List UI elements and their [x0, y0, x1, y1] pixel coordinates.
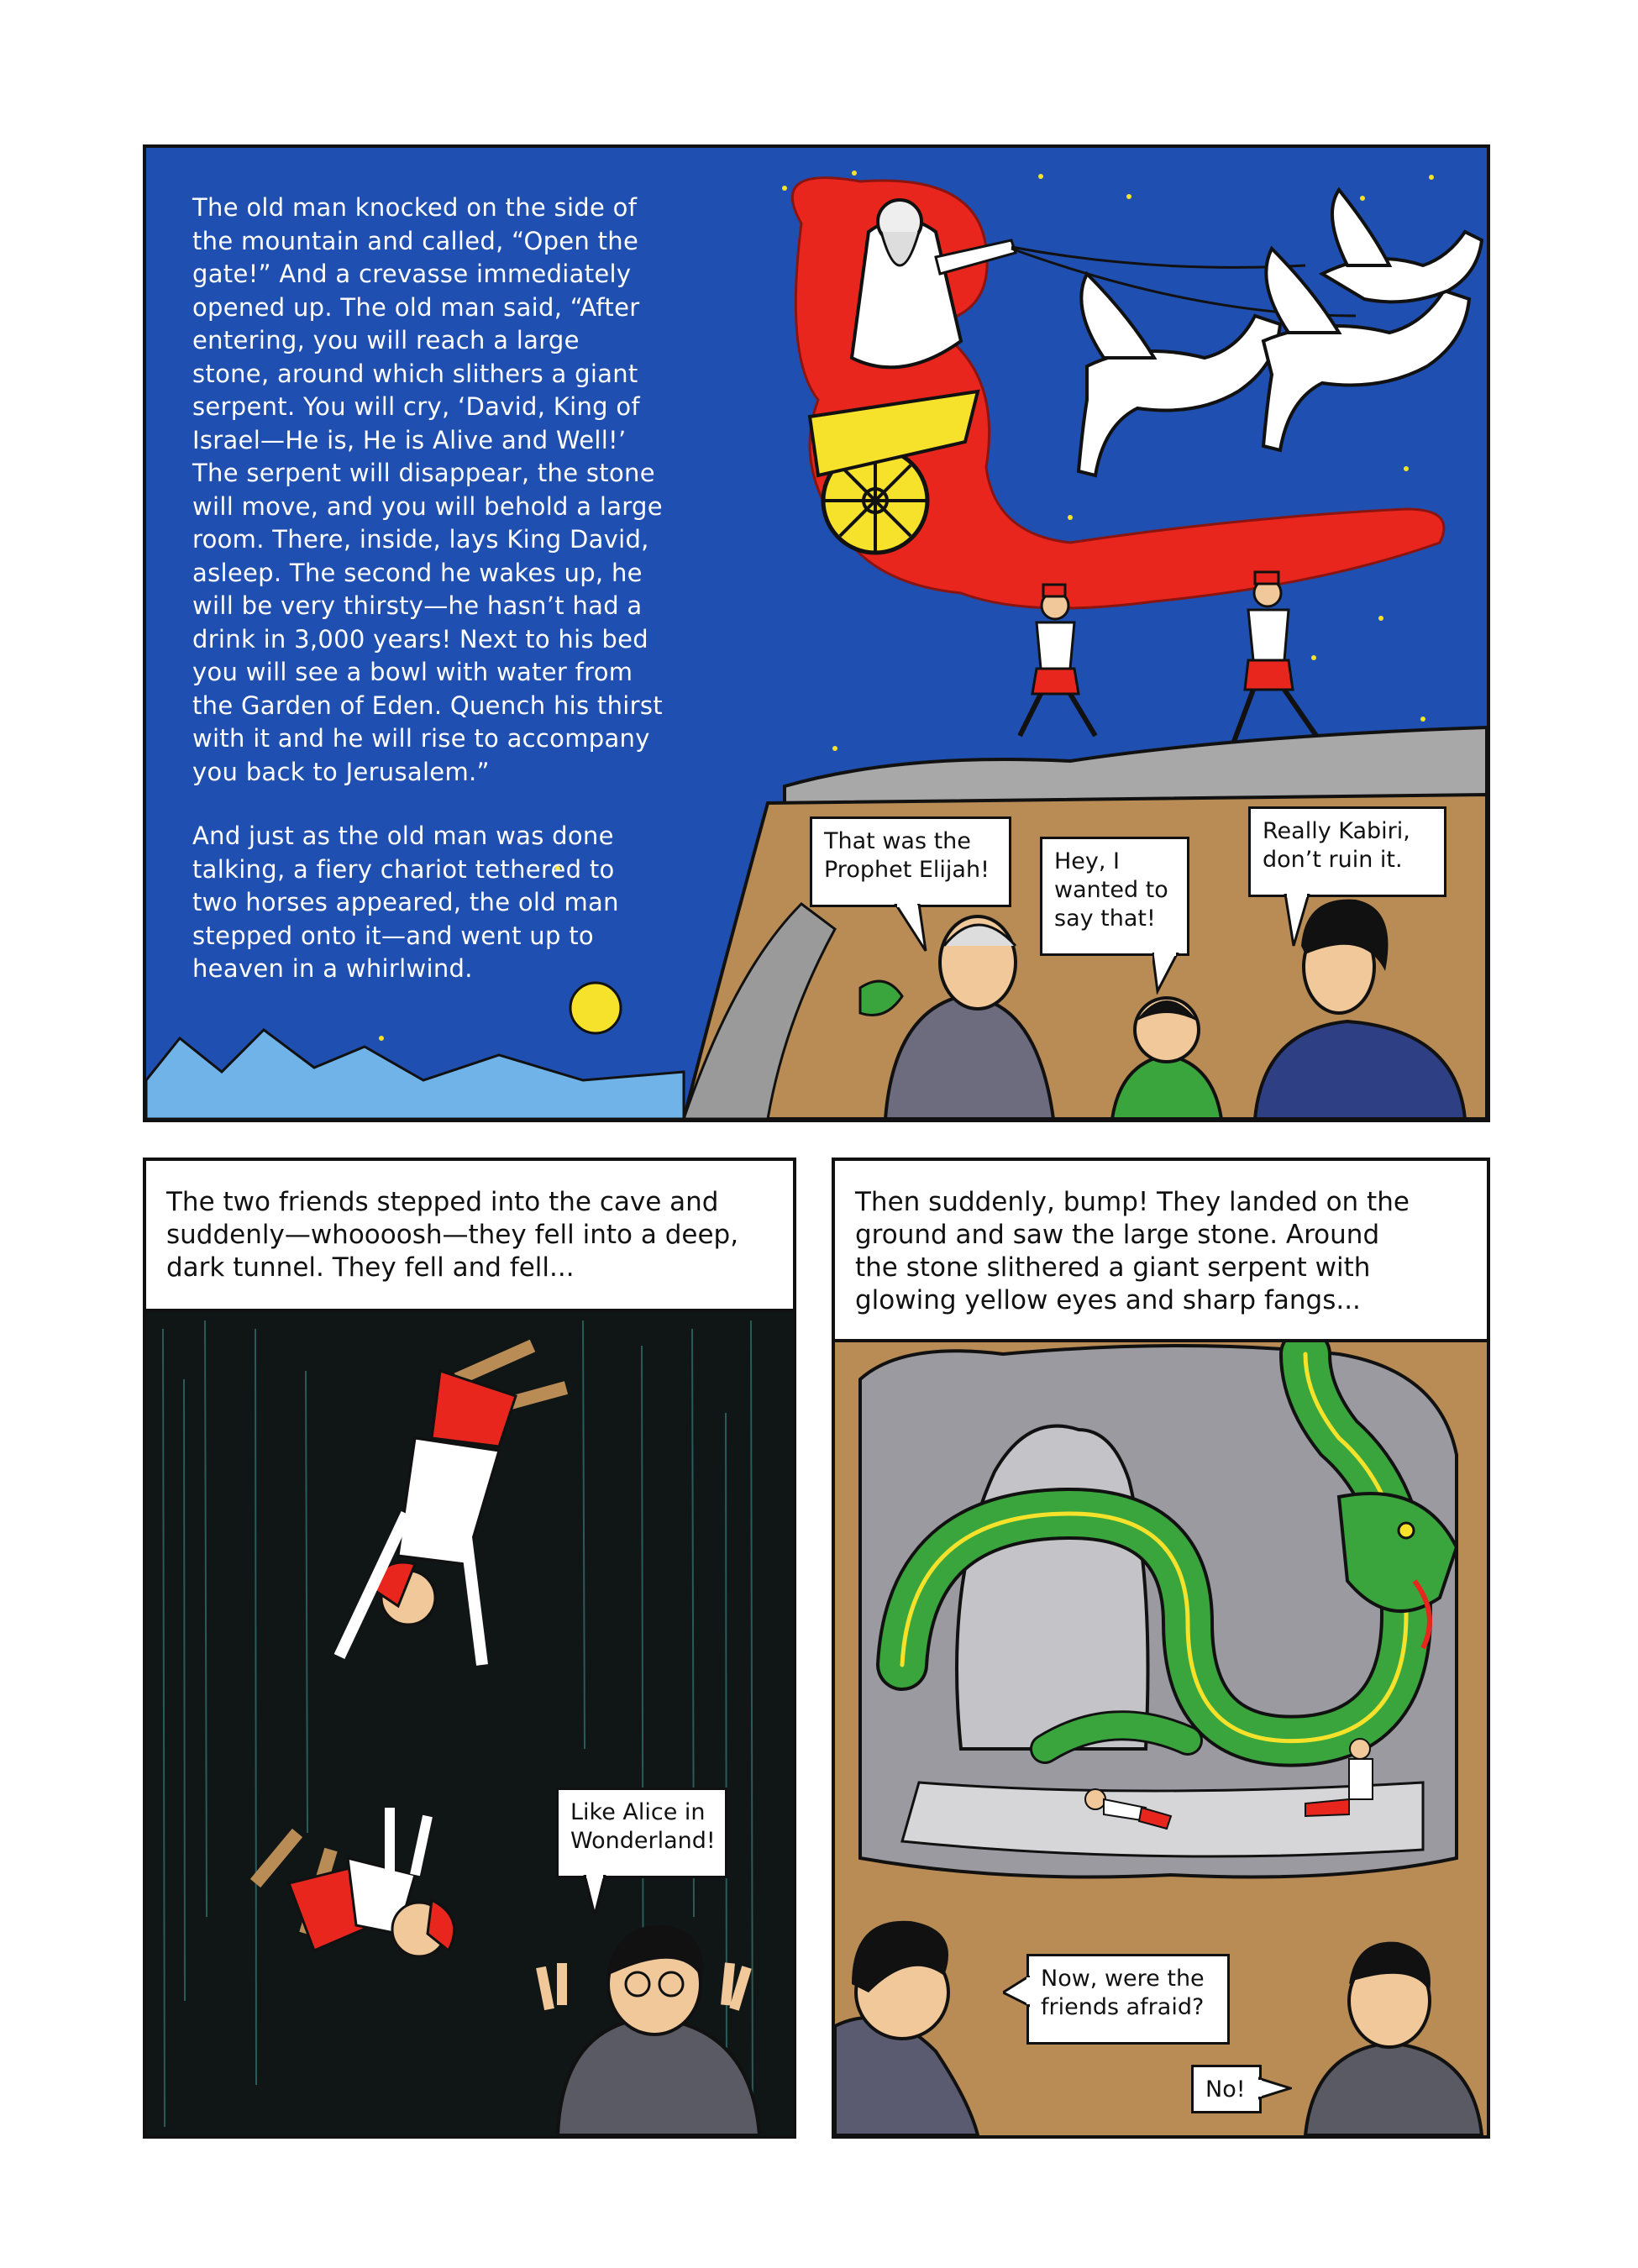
curly-haired-narrator — [835, 1921, 978, 2135]
top-narration-2: And just as the old man was done talking, a fiery chariot tethered to two horses appeared, the old man stepped onto it—and went up to heaven in a whirlwind. — [192, 822, 619, 983]
speech-tail-wanted — [1152, 953, 1186, 995]
speech-tail-elijah — [894, 904, 927, 954]
child-reply — [1305, 1942, 1482, 2135]
speech-tail-alice — [583, 1875, 608, 1919]
speech-tail-kabiri — [1282, 894, 1315, 949]
friend-right — [1230, 572, 1322, 753]
serpent-eye — [1399, 1523, 1414, 1538]
speech-bubble-wanted: Hey, I wanted to say that! — [1040, 837, 1189, 956]
tunnel-panel — [143, 1158, 796, 2139]
serpent-caption: Then suddenly, bump! They landed on the ground and saw the large stone. Around the stone slithered a giant serpent with glowing yellow eyes and sharp fangs... — [835, 1161, 1487, 1342]
speech-tail-no — [1258, 2076, 1292, 2102]
winged-horses — [1079, 190, 1482, 475]
speech-bubble-kabiri: Really Kabiri, don’t ruin it. — [1248, 806, 1446, 897]
speech-bubble-elijah: That was the Prophet Elijah! — [810, 816, 1011, 907]
falling-friend-upper — [339, 1346, 566, 1665]
speech-bubble-afraid: Now, were the friends afraid? — [1026, 1954, 1230, 2045]
speech-tail-afraid — [1003, 1976, 1030, 2009]
moon — [570, 983, 621, 1033]
tunnel-caption: The two friends stepped into the cave and suddenly—whoooosh—they fell into a deep, dark tunnel. They fell and fell... — [146, 1161, 793, 1312]
top-panel — [143, 144, 1490, 1122]
top-narration-1: The old man knocked on the side of the mountain and called, “Open the gate!” And a crevasse immediately opened up. The old man said, “After entering, you will reach a large stone, around which slithers a giant serpent. You will cry, ‘David, King of Israel—He is, He is Alive and Well!’ The serpent will disappear, the stone will move, and you will behold a large room. There, inside, lays King David, asleep. The second he wakes up, he will be very thirsty—he hasn’t had a drink in 3,000 years! Next to his bed you will see a bowl with water from the Garden of Eden. Quench his thirst with it and he will rise to accompany you back to Jerusalem.” — [192, 193, 663, 786]
mountains — [146, 1030, 684, 1119]
falling-friend-lower — [255, 1808, 454, 1956]
serpent-panel — [832, 1158, 1490, 2139]
speech-bubble-no: No! — [1191, 2065, 1262, 2113]
speech-bubble-alice: Like Alice in Wonderland! — [556, 1788, 727, 1878]
